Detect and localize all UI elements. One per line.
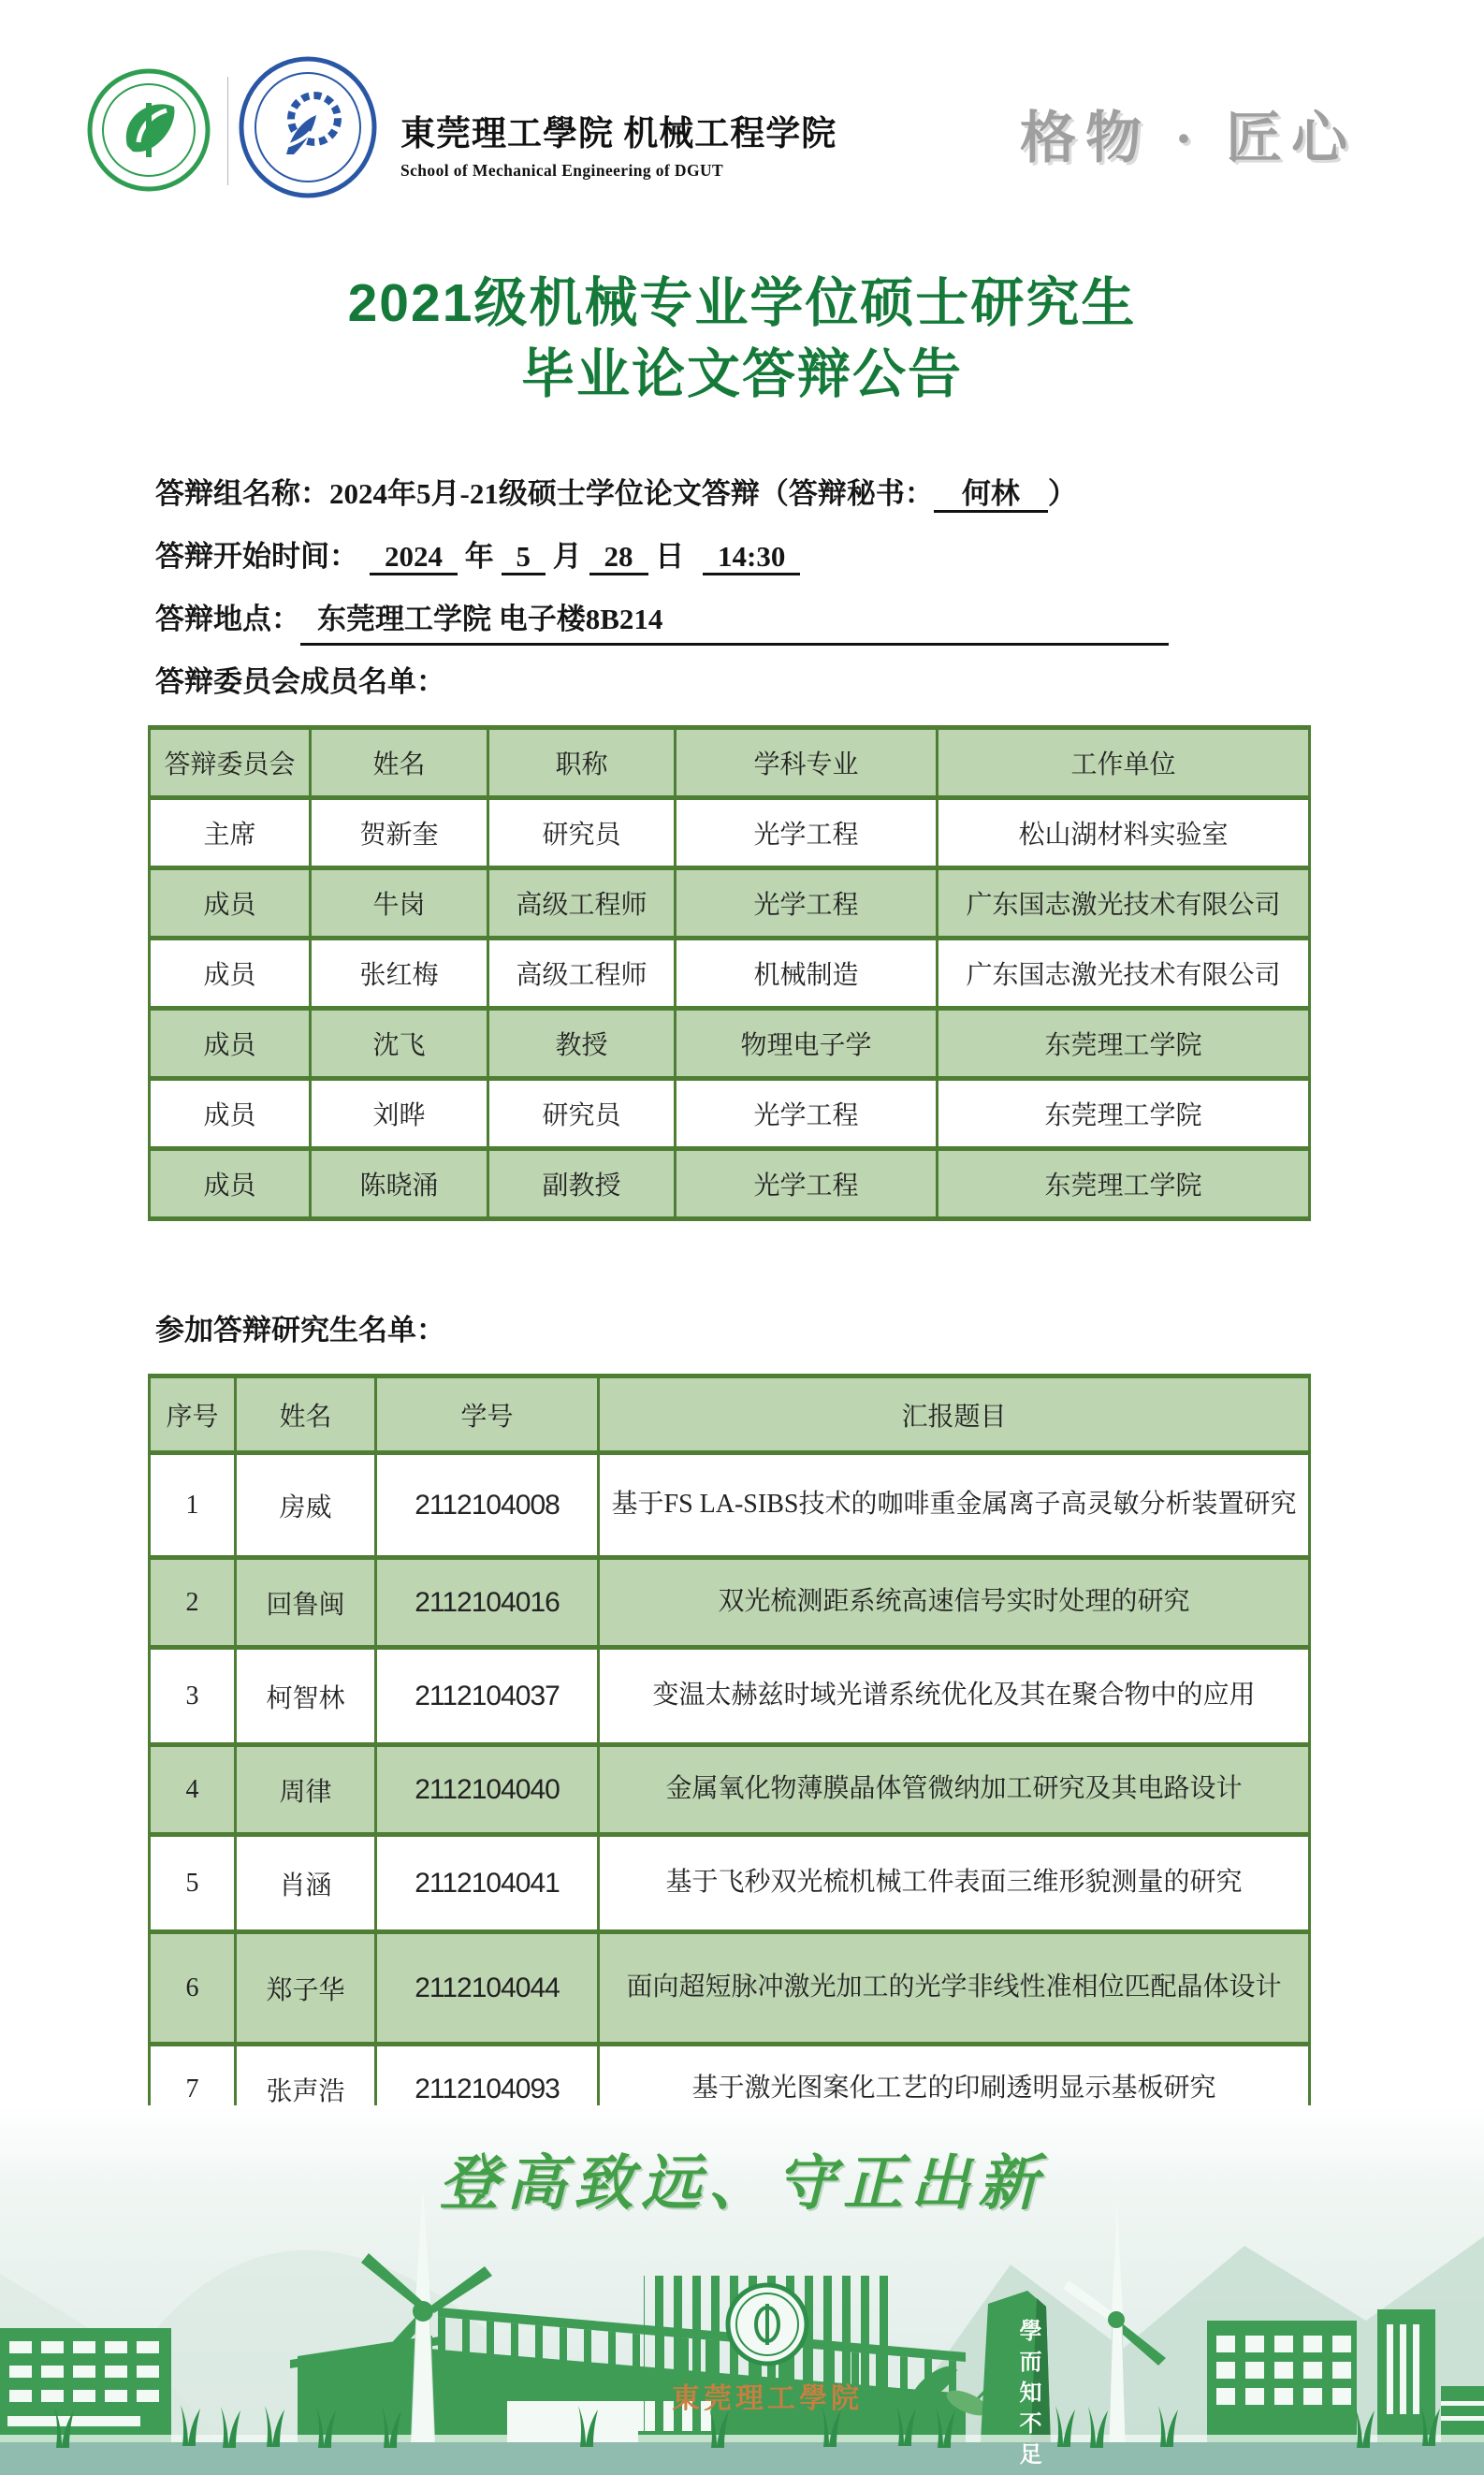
table-cell: 金属氧化物薄膜晶体管微纳加工研究及其电路设计	[599, 1745, 1310, 1835]
table-cell: 研究员	[488, 798, 676, 868]
table-cell: 柯智林	[236, 1648, 376, 1745]
table-cell: 4	[150, 1745, 236, 1835]
column-header: 汇报题目	[599, 1376, 1310, 1453]
table-cell: 基于飞秒双光梳机械工件表面三维形貌测量的研究	[599, 1835, 1310, 1932]
table-cell: 主席	[150, 798, 311, 868]
dgut-logo	[86, 67, 211, 193]
table-cell: 2112104041	[376, 1835, 599, 1932]
table-cell: 2112104037	[376, 1648, 599, 1745]
table-cell: 物理电子学	[676, 1009, 938, 1079]
school-names	[400, 105, 981, 181]
table-cell: 成员	[150, 1009, 311, 1079]
table-row	[150, 1149, 1310, 1219]
table-cell: 副教授	[488, 1149, 676, 1219]
school-name-cn: 東莞理工學院 机械工程学院	[400, 115, 837, 153]
table-cell: 刘晔	[311, 1079, 488, 1149]
table-row	[150, 868, 1310, 939]
table-cell: 光学工程	[676, 1149, 938, 1219]
table-cell: 2112104040	[376, 1745, 599, 1835]
table-cell: 光学工程	[676, 1079, 938, 1149]
page-title-line1: 2021级机械专业学位硕士研究生	[347, 273, 1137, 333]
table-cell: 成员	[150, 1079, 311, 1149]
time-clock: 14:30	[703, 540, 800, 575]
table-cell: 2	[150, 1558, 236, 1648]
defense-place-line	[155, 596, 1344, 659]
table-cell: 房威	[236, 1453, 376, 1558]
table-row	[150, 1932, 1310, 2045]
school-name-en: School of Mechanical Engineering of DGUT	[400, 161, 724, 180]
table-cell: 东莞理工学院	[938, 1079, 1310, 1149]
campus-gate	[638, 2276, 896, 2442]
table-cell: 广东国志激光技术有限公司	[938, 868, 1310, 939]
committee-heading: 答辩委员会成员名单：	[155, 665, 445, 698]
group-label: 答辩组名称：	[155, 477, 329, 510]
group-value: 2024年5月-21级硕士学位论文答辩	[329, 477, 760, 510]
logo-divider	[227, 77, 228, 185]
table-cell: 2112104093	[376, 2045, 599, 2134]
column-header: 工作单位	[938, 728, 1310, 798]
table-cell: 东莞理工学院	[938, 1149, 1310, 1219]
table-cell: 东莞理工学院	[938, 1009, 1310, 1079]
column-header: 学号	[376, 1376, 599, 1453]
footer-calligraphy: 登高致远、守正出新	[439, 2150, 1045, 2217]
table-cell: 面向超短脉冲激光加工的光学非线性准相位匹配晶体设计	[599, 1932, 1310, 2045]
mech-school-logo	[238, 56, 378, 198]
table-row	[150, 1648, 1310, 1745]
table-cell: 2112104044	[376, 1932, 599, 2045]
time-year: 2024	[370, 540, 458, 575]
defense-group-line	[155, 471, 1344, 533]
building-left	[0, 2328, 171, 2446]
table-cell: 基于FS LA-SIBS技术的咖啡重金属离子高灵敏分析装置研究	[599, 1453, 1310, 1558]
table-cell: 贺新奎	[311, 798, 488, 868]
secretary-open: （答辩秘书：	[759, 477, 934, 510]
column-header: 学科专业	[676, 728, 938, 798]
table-cell: 回鲁闽	[236, 1558, 376, 1648]
table-cell: 松山湖材料实验室	[938, 798, 1310, 868]
footer-illustration	[0, 2105, 1484, 2475]
secretary-value: 何林	[934, 477, 1048, 513]
page-title	[0, 268, 1484, 410]
secretary-close: ）	[1047, 477, 1077, 510]
table-cell: 教授	[488, 1009, 676, 1079]
table-cell: 陈晓涌	[311, 1149, 488, 1219]
table-row	[150, 1079, 1310, 1149]
table-cell: 基于激光图案化工艺的印刷透明显示基板研究	[599, 2045, 1310, 2134]
column-header: 姓名	[311, 728, 488, 798]
table-cell: 机械制造	[676, 939, 938, 1009]
table-cell: 高级工程师	[488, 939, 676, 1009]
building-right	[1207, 2321, 1357, 2446]
table-row	[150, 939, 1310, 1009]
committee-table	[148, 725, 1311, 1221]
motto-calligraphy: 格物 · 匠心	[1019, 108, 1357, 169]
page-title-line2: 毕业论文答辩公告	[521, 344, 963, 404]
time-month: 5	[502, 540, 546, 575]
table-cell: 成员	[150, 939, 311, 1009]
column-header: 职称	[488, 728, 676, 798]
table-row	[150, 798, 1310, 868]
time-day: 28	[589, 540, 648, 575]
table-cell: 光学工程	[676, 798, 938, 868]
time-label: 答辩开始时间：	[155, 540, 358, 573]
table-cell: 2112104016	[376, 1558, 599, 1648]
table-cell: 肖涵	[236, 1835, 376, 1932]
table-row	[150, 1009, 1310, 1079]
table-row	[150, 1558, 1310, 1648]
table-row	[150, 1745, 1310, 1835]
table-row	[150, 1453, 1310, 1558]
table-cell: 5	[150, 1835, 236, 1932]
place-value: 东莞理工学院 电子楼8B214	[300, 596, 1169, 646]
table-cell: 张红梅	[311, 939, 488, 1009]
table-cell: 广东国志激光技术有限公司	[938, 939, 1310, 1009]
table-cell: 沈飞	[311, 1009, 488, 1079]
students-heading: 参加答辩研究生名单：	[155, 1314, 445, 1347]
table-cell: 变温太赫兹时域光谱系统优化及其在聚合物中的应用	[599, 1648, 1310, 1745]
unit-month: 月	[552, 540, 582, 573]
table-cell: 张声浩	[236, 2045, 376, 2134]
gate-school-name: 東莞理工學院	[672, 2383, 863, 2414]
defense-info	[155, 471, 1344, 721]
table-cell: 3	[150, 1648, 236, 1745]
table-cell: 光学工程	[676, 868, 938, 939]
defense-time-line	[155, 533, 1344, 596]
table-cell: 双光梳测距系统高速信号实时处理的研究	[599, 1558, 1310, 1648]
stone-motto: 學而知不足	[1015, 2319, 1040, 2473]
table-cell: 7	[150, 2045, 236, 2134]
table-row	[150, 1835, 1310, 1932]
students-table	[148, 1374, 1311, 2136]
table-cell: 郑子华	[236, 1932, 376, 2045]
table-cell: 高级工程师	[488, 868, 676, 939]
table-cell: 成员	[150, 868, 311, 939]
place-label: 答辩地点：	[155, 603, 300, 635]
column-header: 序号	[150, 1376, 236, 1453]
column-header: 姓名	[236, 1376, 376, 1453]
unit-day: 日	[655, 540, 685, 573]
table-cell: 成员	[150, 1149, 311, 1219]
column-header: 答辩委员会	[150, 728, 311, 798]
table-cell: 牛岗	[311, 868, 488, 939]
committee-header-row	[150, 728, 1310, 798]
footer-teal-band	[0, 2442, 1484, 2475]
table-cell: 2112104008	[376, 1453, 599, 1558]
table-cell: 周律	[236, 1745, 376, 1835]
table-cell: 6	[150, 1932, 236, 2045]
unit-year: 年	[464, 540, 494, 573]
table-cell: 研究员	[488, 1079, 676, 1149]
table-cell: 1	[150, 1453, 236, 1558]
students-header-row	[150, 1376, 1310, 1453]
